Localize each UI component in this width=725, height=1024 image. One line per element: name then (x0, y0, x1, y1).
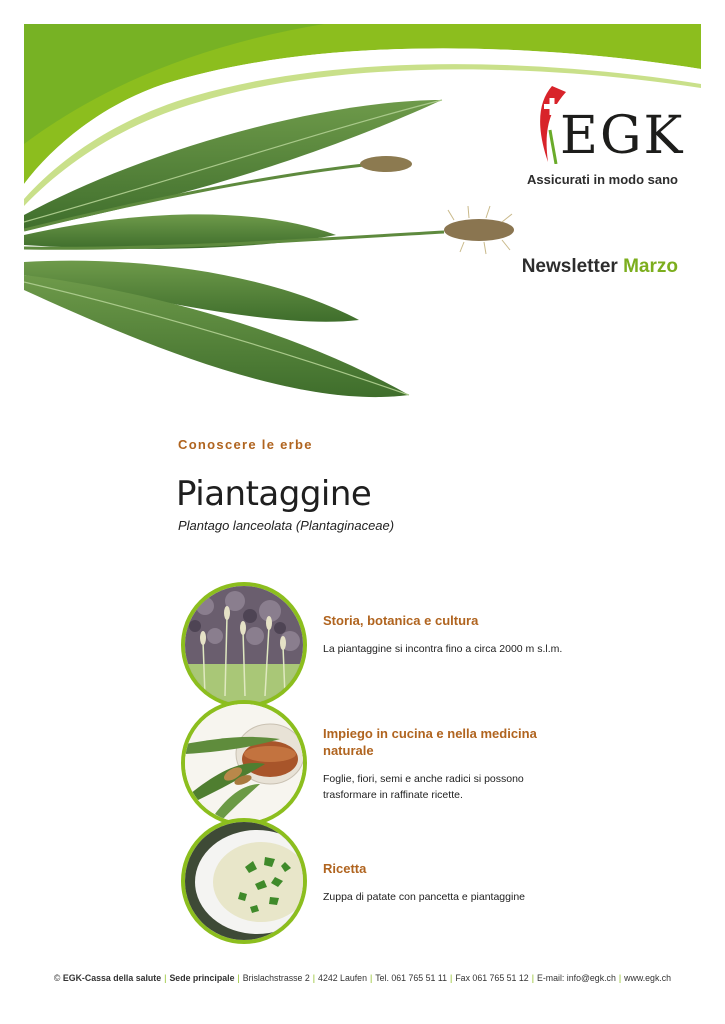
footer-office-label: Sede principale (169, 973, 235, 983)
tagline: Assicurati in modo sano (527, 172, 678, 187)
newsletter-title (522, 256, 678, 278)
footer-email[interactable]: E-mail: info@egk.ch (536, 973, 616, 983)
section-usage (323, 725, 563, 803)
section-recipe-heading: Ricetta (323, 861, 367, 876)
newsletter-label: Newsletter (521, 256, 618, 277)
footer-fax: Fax 061 765 51 12 (455, 973, 529, 983)
plantain-meadow-image (181, 582, 307, 708)
herbal-tea-image (181, 700, 307, 826)
logo-text: EGK (560, 106, 685, 166)
section-history-heading: Storia, botanica e cultura (323, 613, 479, 628)
footer-city: 4242 Laufen (318, 973, 367, 983)
copyright: © (53, 973, 61, 983)
footer-tel: Tel. 061 765 51 11 (375, 973, 448, 983)
section-usage-heading: Impiego in cucina e nella medicina naturale (323, 726, 537, 758)
article-title: Piantaggine (176, 474, 372, 514)
newsletter-month: Marzo (623, 256, 678, 277)
footer-web[interactable]: www.egk.ch (624, 973, 672, 983)
section-usage-text: Foglie, fiori, semi e anche radici si possono trasformare in raffinate ricette. (323, 773, 524, 801)
soup-bowl-image (181, 818, 307, 944)
footer: © EGK-Cassa della salute | Sede principale | Brislachstrasse 2 | 4242 Laufen | Tel. 061 765 51 11 | Fax 061 765 51 12 | E-mail: info@egk.ch | www.egk.ch (53, 973, 672, 983)
footer-company: EGK-Cassa della salute (62, 973, 162, 983)
footer-street: Brislachstrasse 2 (242, 973, 310, 983)
section-label: Conoscere le erbe (178, 437, 313, 452)
section-history-text: La piantaggine si incontra fino a circa 2000 m s.l.m. (323, 643, 563, 655)
section-history (323, 612, 563, 657)
article-subtitle: Plantago lanceolata (Plantaginaceae) (178, 518, 395, 533)
section-recipe-text: Zuppa di patate con pancetta e piantaggine (323, 891, 525, 903)
section-recipe (323, 860, 563, 905)
plantain-leaves-illustration (24, 80, 524, 420)
